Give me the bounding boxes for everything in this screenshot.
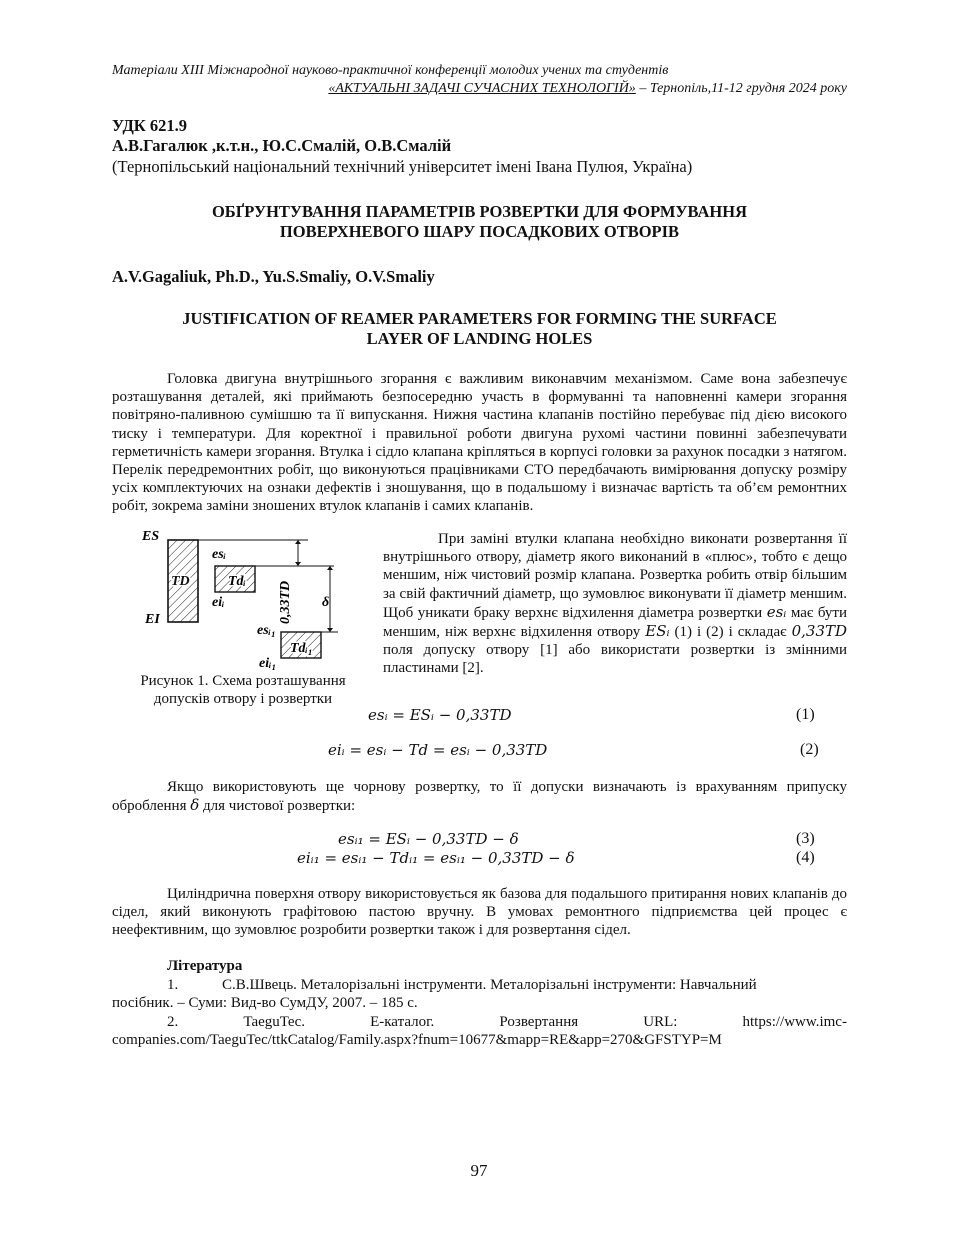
paragraph-reaming-part2: має бути меншим, ніж верхнє відхилення отвору xyxy=(383,604,847,641)
reference-2 xyxy=(112,1013,847,1049)
reference-1-number: 1. xyxy=(167,977,179,993)
reference-2-part2: Е-каталог. xyxy=(370,1014,435,1030)
label-ei-i: eiᵢ xyxy=(212,595,225,610)
title-en xyxy=(112,309,847,349)
reference-2-part1: TaeguTec. xyxy=(243,1014,305,1030)
reference-2-line1 xyxy=(112,1013,847,1031)
paragraph-rough-reamer-part2: для чистової розвертки: xyxy=(203,798,356,815)
paragraph-seats: Циліндрична поверхня отвору використовується як базова для подальшого притирання нових клапанів до сідел, який виконують графітовою пастою вручну. В умовах ремонтного підприємства цей процес є неефективним, що зумовлює розробити розвертки також і для розвертання сідел. xyxy=(112,886,847,939)
label-Td-i: Tdᵢ xyxy=(228,574,246,589)
label-delta: δ xyxy=(322,595,330,610)
equation-2-number: (2) xyxy=(800,741,819,758)
title-uk xyxy=(112,202,847,242)
reference-2-number: 2. xyxy=(167,1014,179,1030)
tolerance-diagram xyxy=(138,528,338,670)
equation-1: esᵢ = ESᵢ − 0,33TD xyxy=(368,706,512,724)
label-Td-i1: Tdᵢ₁ xyxy=(290,641,313,656)
var-delta: δ xyxy=(190,796,200,815)
reference-2-url-rest[interactable]: companies.com/TaeguTec/ttkCatalog/Family.aspx?fnum=10677&mapp=RE&app=270&GFSTYP=M xyxy=(112,1032,722,1049)
equation-4-number: (4) xyxy=(796,849,815,866)
equation-4: eiᵢ₁ = esᵢ₁ − Tdᵢ₁ = esᵢ₁ − 0,33TD − δ xyxy=(297,849,575,867)
paragraph-rough-reamer-part1: Якщо використовують ще чорнову розвертку, то її допуски визначають із врахуванням припуску оброблення xyxy=(112,779,847,815)
equation-3: esᵢ₁ = ESᵢ − 0,33TD − δ xyxy=(338,830,519,848)
running-header-line1: Матеріали XIII Міжнародної науково-практичної конференції молодих учених та студентів xyxy=(112,63,669,78)
paragraph-intro: Головка двигуна внутрішнього згорання є важливим виконавчим механізмом. Саме вона забезпечує розташування деталей, які приймають безпосередню участь в формуванні та наповненні камери згорання повітряно-паливною сумішшю та її випускання. Нижня частина клапанів постійно перебуває під дією високого тиску і температури. Для коректної і правильної роботи двигуна рухомі частини повинні забезпечувати герметичність камери згорання. Втулка і сідло клапана кріпляться в корпусі головки за рахунок посадки з натягом. Перелік передремонтних робіт, що виконуються працівниками СТО передбачають вимірювання допуску розміру усіх комплектуючих на ознаки дефектів і зношування, що в подальшому і визначає вартість та об’єм ремонтних робіт, зокрема заміни зношених втулок клапанів і самих клапанів. xyxy=(112,371,847,515)
paragraph-reaming xyxy=(383,530,847,678)
var-033TD: 0,33TD xyxy=(791,622,848,641)
conference-place-date: – Тернопіль,11-12 грудня 2024 року xyxy=(635,81,847,96)
label-es-i: esᵢ xyxy=(212,547,227,562)
label-ES: ES xyxy=(142,529,160,544)
running-header-line2 xyxy=(112,80,847,98)
authors-uk: А.В.Гагалюк ,к.т.н., Ю.С.Смалій, О.В.Смалій xyxy=(112,136,452,155)
label-TD: TD xyxy=(171,574,190,589)
references-heading: Література xyxy=(167,958,243,974)
paragraph-rough-reamer xyxy=(112,778,847,815)
conference-title: «АКТУАЛЬНІ ЗАДАЧІ СУЧАСНИХ ТЕХНОЛОГІЙ» xyxy=(328,81,636,96)
equation-1-number: (1) xyxy=(796,706,815,723)
figure-caption: Рисунок 1. Схема розташування допусків отвору і розвертки xyxy=(140,673,346,707)
reference-1-text: С.В.Швець. Металорізальні інструменти. Металорізальні інструменти: Навчальний xyxy=(222,977,757,993)
affiliation: (Тернопільський національний технічний університет імені Івана Пулюя, Україна) xyxy=(112,157,693,176)
title-en-line2: LAYER OF LANDING HOLES xyxy=(366,329,593,348)
reference-1 xyxy=(112,976,847,1012)
reference-1-line2: посібник. – Суми: Вид-во СумДУ, 2007. – 185 с. xyxy=(112,995,418,1012)
authors-en: A.V.Gagaliuk, Ph.D., Yu.S.Smaliy, O.V.Smaliy xyxy=(112,267,435,286)
page-number: 97 xyxy=(470,1161,488,1180)
reference-2-part3: Розвертання xyxy=(499,1014,579,1030)
reference-1-line1 xyxy=(112,976,847,994)
udk: УДК 621.9 xyxy=(112,116,188,135)
title-uk-line2: ПОВЕРХНЕВОГО ШАРУ ПОСАДКОВИХ ОТВОРІВ xyxy=(279,222,680,241)
reference-2-url-start[interactable]: https://www.imc- xyxy=(742,1014,847,1030)
equation-3-number: (3) xyxy=(796,830,815,847)
var-ES-i: ESᵢ xyxy=(645,622,670,641)
title-en-line1: JUSTIFICATION OF REAMER PARAMETERS FOR FORMING THE SURFACE xyxy=(182,309,777,328)
paragraph-reaming-part3: (1) і (2) і складає xyxy=(674,624,787,641)
label-EI: EI xyxy=(145,612,160,627)
label-ei-i1: eiᵢ₁ xyxy=(259,656,277,670)
paragraph-reaming-part4: поля допуску отвору [1] або використати розвертки із змінними пластинами [2]. xyxy=(383,642,847,677)
title-uk-line1: ОБҐРУНТУВАННЯ ПАРАМЕТРІВ РОЗВЕРТКИ ДЛЯ ФОРМУВАННЯ xyxy=(211,202,748,221)
paragraph-reaming-part1: При заміні втулки клапана необхідно виконати розвертання її внутрішнього отвору, діаметр якого виконаний в «плюс», тобто є дещо меншим, ніж чистовий розмір клапана. Розвертка робить отвір більшим за свій фактичний діаметр, що зумовлює виконувати її діаметр меншим. Щоб уникати браку верхнє відхилення діаметра розвертки xyxy=(383,531,847,621)
label-033TD: 0,33TD xyxy=(278,580,293,624)
var-es-i: esᵢ xyxy=(766,602,787,621)
label-es-i1: esᵢ₁ xyxy=(257,623,276,638)
reference-2-part4: URL: xyxy=(643,1014,678,1030)
equation-2: eiᵢ = esᵢ − Td = esᵢ − 0,33TD xyxy=(328,741,548,759)
